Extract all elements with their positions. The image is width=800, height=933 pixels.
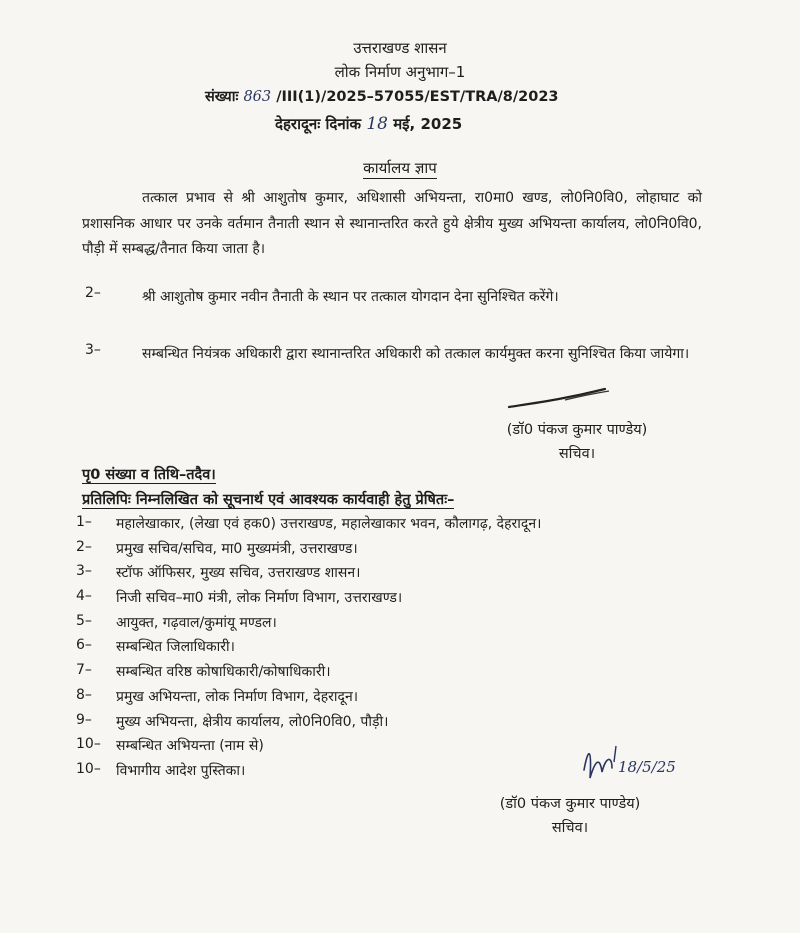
- list-item: 1– महालेखाकार, (लेखा एवं हक0) उत्तराखण्ड, महालेखाकार भवन, कौलागढ़, देहरादून।: [76, 514, 542, 532]
- copy-to-heading: प्रतिलिपिः निम्नलिखित को सूचनार्थ एवं आवश्यक कार्यवाही हेतु प्रेषितः–: [82, 492, 455, 508]
- signatory-name: (डॉ0 पंकज कुमार पाण्डेय): [499, 796, 641, 812]
- govt-name: उत्तराखण्ड शासन: [353, 39, 447, 57]
- paragraph-2-number: 2–: [85, 285, 101, 301]
- copy-reference: पृ0 संख्या व तिथि–तदैव।: [82, 467, 216, 483]
- list-item: 8– प्रमुख अभियन्ता, लोक निर्माण विभाग, देहरादून।: [76, 686, 359, 705]
- signature-block-2: [445, 792, 695, 840]
- date-prefix: देहरादूनः दिनांक: [275, 115, 362, 133]
- section-name: लोक निर्माण अनुभाग–1: [334, 63, 466, 81]
- paragraph-3-number: 3–: [85, 342, 101, 358]
- signatory-designation: सचिव।: [558, 446, 596, 462]
- list-item: 9– मुख्य अभियन्ता, क्षेत्रीय कार्यालय, लो0नि0वि0, पौड़ी।: [76, 711, 389, 730]
- handwritten-day: 18: [366, 114, 388, 134]
- paragraph-2: श्री आशुतोष कुमार नवीन तैनाती के स्थान पर तत्काल योगदान देना सुनिश्चित करेंगे।: [142, 289, 559, 305]
- memo-title: कार्यालय ज्ञाप: [363, 159, 437, 177]
- number-prefix: संख्याः: [205, 89, 239, 105]
- signatory-designation: सचिव।: [551, 820, 589, 836]
- list-item: 5– आयुक्त, गढ़वाल/कुमांयू मण्डल।: [76, 612, 277, 631]
- date-rest: मई, 2025: [393, 115, 463, 133]
- list-item: 2– प्रमुख सचिव/सचिव, मा0 मुख्यमंत्री, उत्तराखण्ड।: [76, 538, 358, 557]
- paragraph-3: सम्बन्धित नियंत्रक अधिकारी द्वारा स्थानान्तरित अधिकारी को तत्काल कार्यमुक्त करना सुनिश्चित किया जायेगा।: [142, 346, 690, 362]
- number-rest: /III(1)/2025–57055/EST/TRA/8/2023: [276, 89, 559, 105]
- handwritten-initials-icon: [578, 738, 678, 788]
- signatory-name: (डॉ0 पंकज कुमार पाण्डेय): [506, 422, 648, 438]
- list-item: 10– विभागीय आदेश पुस्तिका।: [76, 760, 246, 779]
- list-item: 6– सम्बन्धित जिलाधिकारी।: [76, 637, 235, 656]
- signature-block-1: [452, 418, 702, 466]
- paragraph-1: तत्काल प्रभाव से श्री आशुतोष कुमार, अधिशासी अभियन्ता, रा0मा0 खण्ड, लो0नि0वि0, लोहाघाट को प्रशासनिक आधार पर उनके वर्तमान तैनाती स्थान से स्थानान्तरित करते हुये क्षेत्रीय मुख्य अभियन्ता कार्यालय, लो0नि0वि0, पौड़ी में सम्बद्ध/तैनात किया जाता है।: [82, 190, 702, 257]
- initials-date: 18/5/25: [618, 758, 676, 776]
- reference-number: [205, 86, 559, 106]
- list-item: 4– निजी सचिव–मा0 मंत्री, लोक निर्माण विभाग, उत्तराखण्ड।: [76, 588, 403, 607]
- handwritten-number: 863: [243, 89, 272, 105]
- list-item: 3– स्टॉफ ऑफिसर, मुख्य सचिव, उत्तराखण्ड शासन।: [76, 563, 361, 582]
- list-item: 10– सम्बन्धित अभियन्ता (नाम से): [76, 736, 264, 755]
- list-item: 7– सम्बन्धित वरिष्ठ कोषाधिकारी/कोषाधिकारी।: [76, 662, 331, 681]
- issue-date: [275, 114, 462, 134]
- signature-stroke-icon: [505, 385, 615, 415]
